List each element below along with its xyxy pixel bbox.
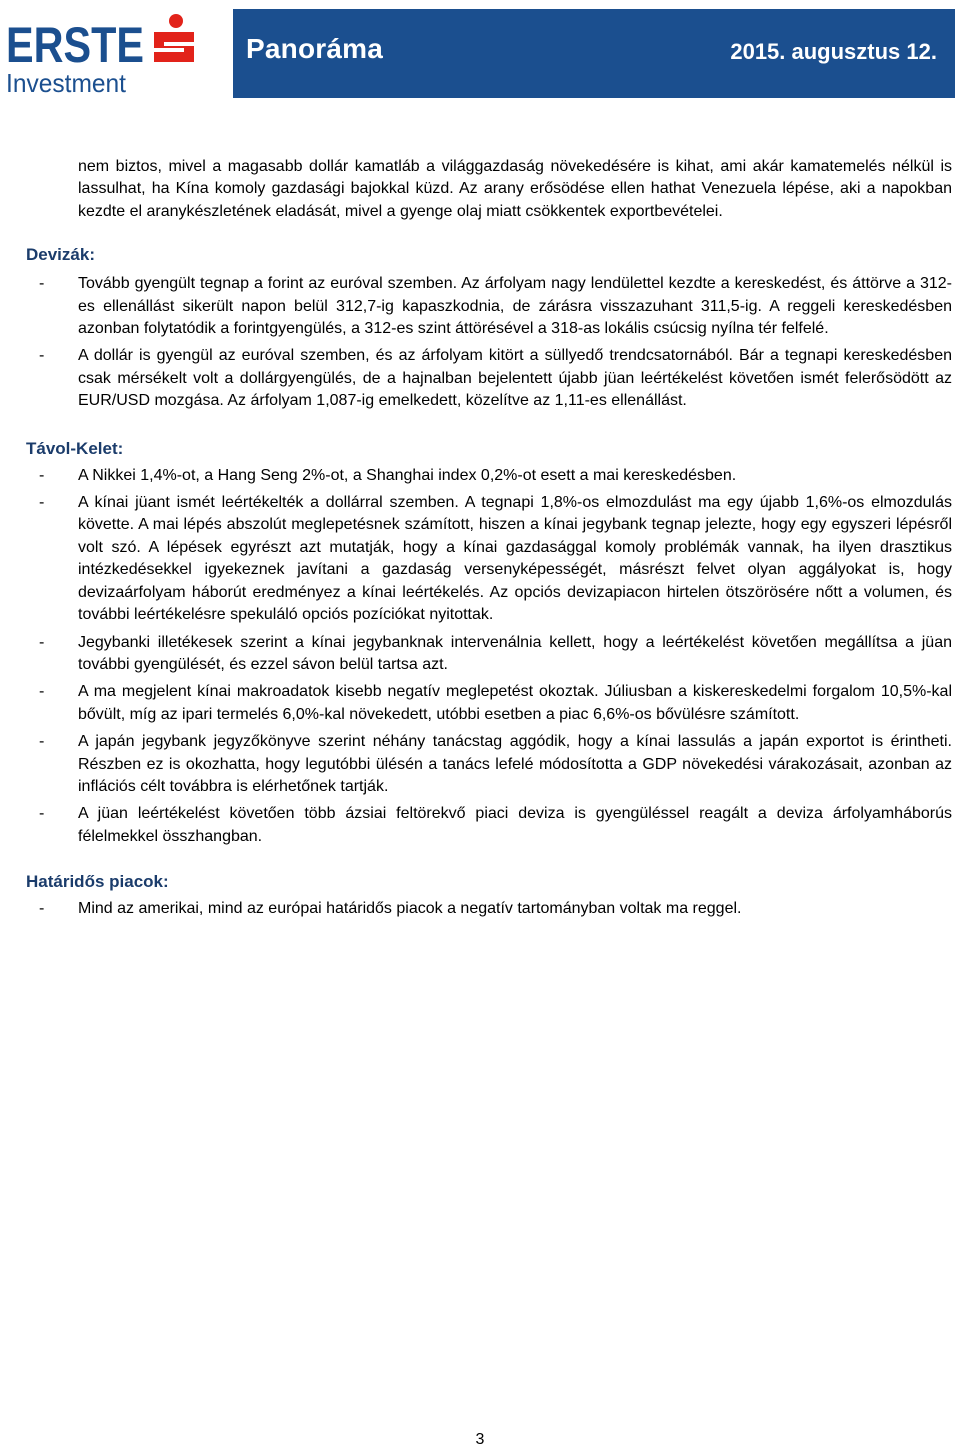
list-item: - A Nikkei 1,4%-ot, a Hang Seng 2%-ot, a Shanghai index 0,2%-ot esett a mai kereskedésben. [39, 466, 737, 484]
list-item: - Tovább gyengült tegnap a forint az euróval szemben. Az árfolyam nagy lendülettel kezdte a kereskedést, és áttörve a 312-es ellenállást sikerült napon belül 312,7-ig kapaszkodnia, de zárásra visszazuhant 311,5-ig. A reggeli kereskedésben azonban folytatódik a forintgyengülés, a 312-es szint áttörésével a 318-as lokális csúcsig nyílna tér felfelé. [39, 275, 952, 338]
publication-title: Panoráma [246, 33, 383, 64]
list-item: - Jegybanki illetékesek szerint a kínai jegybanknak intervenálnia kellett, hogy a leértékelést követően megállítsa a jüan további gyengülését, és ezzel sávon belül tartsa azt. [39, 633, 952, 673]
section-list-tavol-kelet [26, 465, 952, 849]
list-item: - A dollár is gyengül az euróval szemben, és az árfolyam kitört a süllyedő trendcsatornából. Bár a tegnapi kereskedésben csak mérsékelt volt a dollárgyengülés, de a hajnalban bejelentett újabb jüan leértékelést követően ismét felerősödött az EUR/USD mozgása. Az árfolyam 1,087-ig emelkedett, közelítve az 1,11-es ellenállást. [39, 347, 952, 410]
section-list-devizak [26, 273, 952, 412]
section-heading-tavol-kelet: Távol-Kelet: [26, 438, 124, 458]
erste-investment-logo [6, 12, 228, 96]
list-item: - Mind az amerikai, mind az európai határidős piacok a negatív tartományban voltak ma reggel. [39, 900, 742, 918]
intro-paragraph: nem biztos, mivel a magasabb dollár kamatláb a világgazdaság növekedésére is kihat, ami akár kamatemelés nélkül is lassulhat, ha Kína komoly gazdasági bajokkal küzd. Az arany erősödése ellen hathat Venezuela lépése, aki a napokban kezdte el aranykészletének eladását, mivel a gyenge olaj miatt csökkentek exportbevételei. [78, 158, 952, 220]
report-body [26, 156, 952, 921]
header-banner [233, 9, 955, 98]
list-item: - A jüan leértékelést követően több ázsiai feltörekvő piaci deviza is gyengüléssel reagált a deviza árfolyamháborús félelmekkel összhangban. [39, 805, 952, 845]
svg-text:ERSTE: ERSTE [6, 17, 144, 73]
list-item: - A japán jegybank jegyzőkönyve szerint néhány tanácstag aggódik, hogy a kínai lassulás a japán exportot is érintheti. Részben ez is okozhatta, hogy legutóbbi ülésén a tanács lefelé módosította a GDP növekedési várakozásait, azonban az inflációs célt továbbra is elérhetőnek tartják. [39, 733, 952, 795]
section-list-hataridos-piacok [26, 898, 952, 920]
section-heading-devizak: Devizák: [26, 245, 95, 265]
section-heading-hataridos-piacok: Határidős piacok: [26, 872, 169, 892]
svg-text:Investment: Investment [6, 68, 127, 96]
page-number: 3 [475, 1431, 485, 1448]
erste-s-symbol [154, 14, 194, 62]
publication-date: 2015. augusztus 12. [730, 39, 937, 64]
list-item: - A ma megjelent kínai makroadatok kisebb negatív meglepetést okoztak. Júliusban a kiskereskedelmi forgalom 10,5%-kal bővült, míg az ipari termelés 6,0%-kal növekedett, utóbbi esetben a piac 6,6%-os bővülésre számított. [39, 683, 952, 723]
list-item: - A kínai jüant ismét leértékelték a dollárral szemben. A tegnapi 1,8%-os elmozdulást ma egy újabb 1,6%-os elmozdulás követte. A mai lépés abszolút meglepetésnek számított, hiszen a kínai jegybank tegnap jelezte, hogy egy egyszeri lépésről volt szó. A lépések egyrészt azt mutatják, hogy a kínai gazdasággal komoly problémák vannak, ha ilyen drasztikus intézkedésekkel igyekeznek javítani a gazdaság versenyképességét, másrészt felvet olyan aggályokat is, hogy devizaárfolyam háborút eredményez a kínai leértékelés. Az opciós devizapiacon hirtelen ötszörösére nőtt a volumen, és további leértékelésre spekuláló opciós pozíciókat nyitottak. [39, 494, 952, 624]
